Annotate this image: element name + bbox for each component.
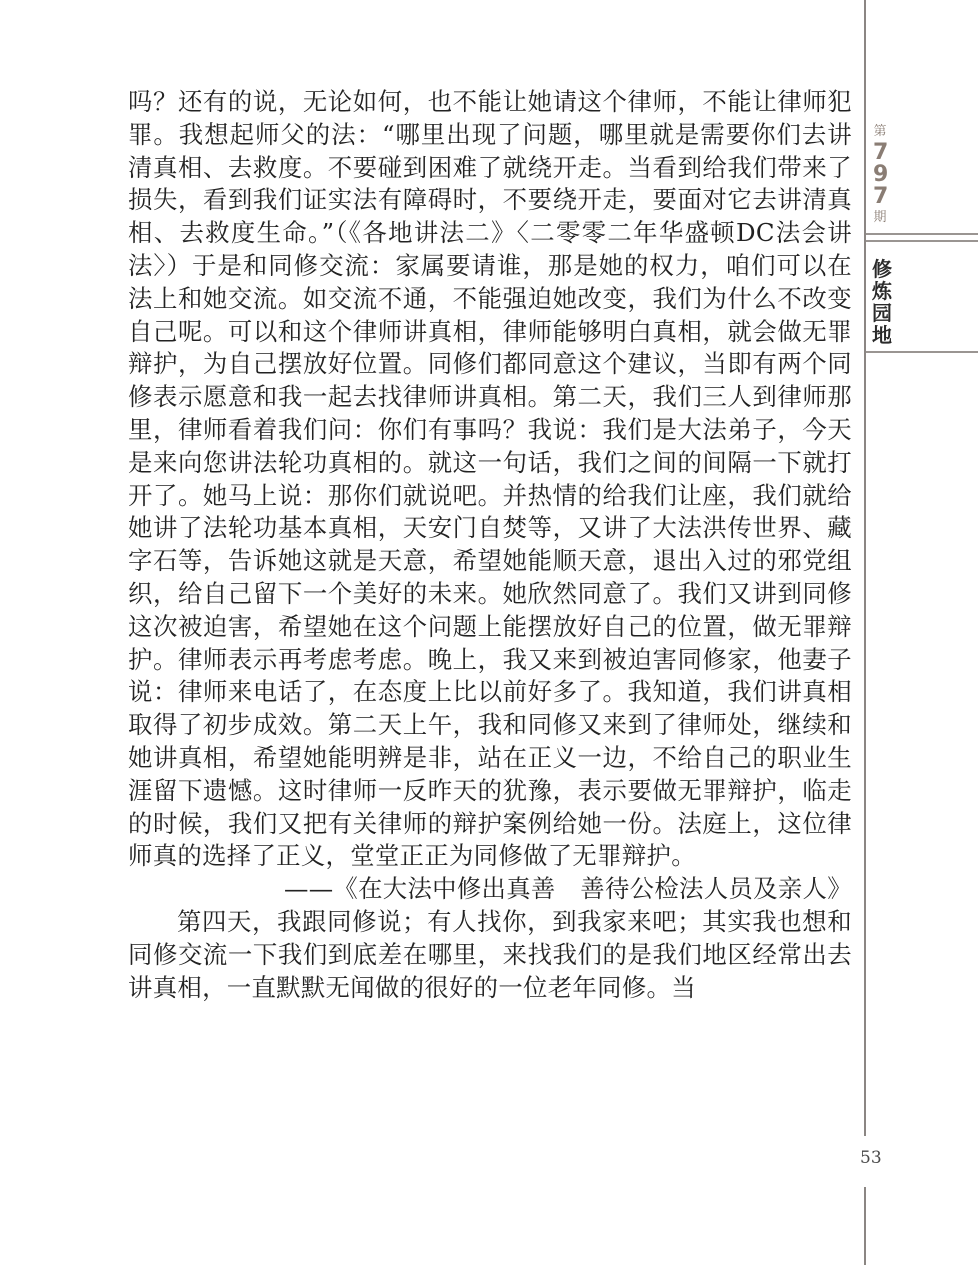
sidebar-divider [866, 351, 978, 353]
issue-label [868, 124, 892, 226]
body-paragraph: 吗？还有的说，无论如何，也不能让她请这个律师，不能让律师犯罪。我想起师父的法：“哪里出现了问题，哪里就是需要你们去讲清真相、去救度。不要碰到困难了就绕开走。当看到给我们带来了损失，看到我们证实法有障碍时，不要绕开走，要面对它去讲清真相、去救度生命。”（《各地讲法二》〈二零零二年华盛顿DC法会讲法〉）于是和同修交流：家属要请谁，那是她的权力，咱们可以在法上和她交流。如交流不通，不能强迫她改变，我们为什么不改变自己呢。可以和这个律师讲真相，律师能够明白真相，就会做无罪辩护，为自己摆放好位置。同修们都同意这个建议，当即有两个同修表示愿意和我一起去找律师讲真相。第二天，我们三人到律师那里，律师看着我们问：你们有事吗？我说：我们是大法弟子，今天是来向您讲法轮功真相的。就这一句话，我们之间的间隔一下就打开了。她马上说：那你们就说吧。并热情的给我们让座，我们就给她讲了法轮功基本真相，天安门自焚等，又讲了大法洪传世界、藏字石等，告诉她这就是天意，希望她能顺天意，退出入过的邪党组织，给自己留下一个美好的未来。她欣然同意了。我们又讲到同修这次被迫害，希望她在这个问题上能摆放好自己的位置，做无罪辩护。律师表示再考虑考虑。晚上，我又来到被迫害同修家，他妻子说：律师来电话了，在态度上比以前好多了。我知道，我们讲真相取得了初步成效。第二天上午，我和同修又来到了律师处，继续和她讲真相，希望她能明辨是非，站在正义一边，不给自己的职业生涯留下遗憾。这时律师一反昨天的犹豫，表示要做无罪辩护，临走的时候，我们又把有关律师的辩护案例给她一份。法庭上，这位律师真的选择了正义，堂堂正正为同修做了无罪辩护。 [128, 87, 852, 871]
sidebar-divider [866, 240, 978, 242]
sidebar-divider [866, 233, 978, 235]
issue-suffix: 期 [873, 210, 887, 225]
margin-rule-bottom [864, 1187, 866, 1265]
page-number: 53 [860, 1148, 882, 1168]
issue-prefix: 第 [873, 124, 887, 139]
issue-number: 797 [873, 140, 889, 209]
section-title: 修炼园地 [872, 257, 892, 347]
citation: ——《在大法中修出真善 善待公检法人员及亲人》 [284, 874, 852, 904]
article-body [128, 86, 852, 1004]
body-paragraph: 第四天，我跟同修说；有人找你，到我家来吧；其实我也想和同修交流一下我们到底差在哪里，来找我们的是我们地区经常出去讲真相，一直默默无闻做的很好的一位老年同修。当 [128, 906, 852, 1002]
margin-rule-top [864, 0, 866, 1136]
